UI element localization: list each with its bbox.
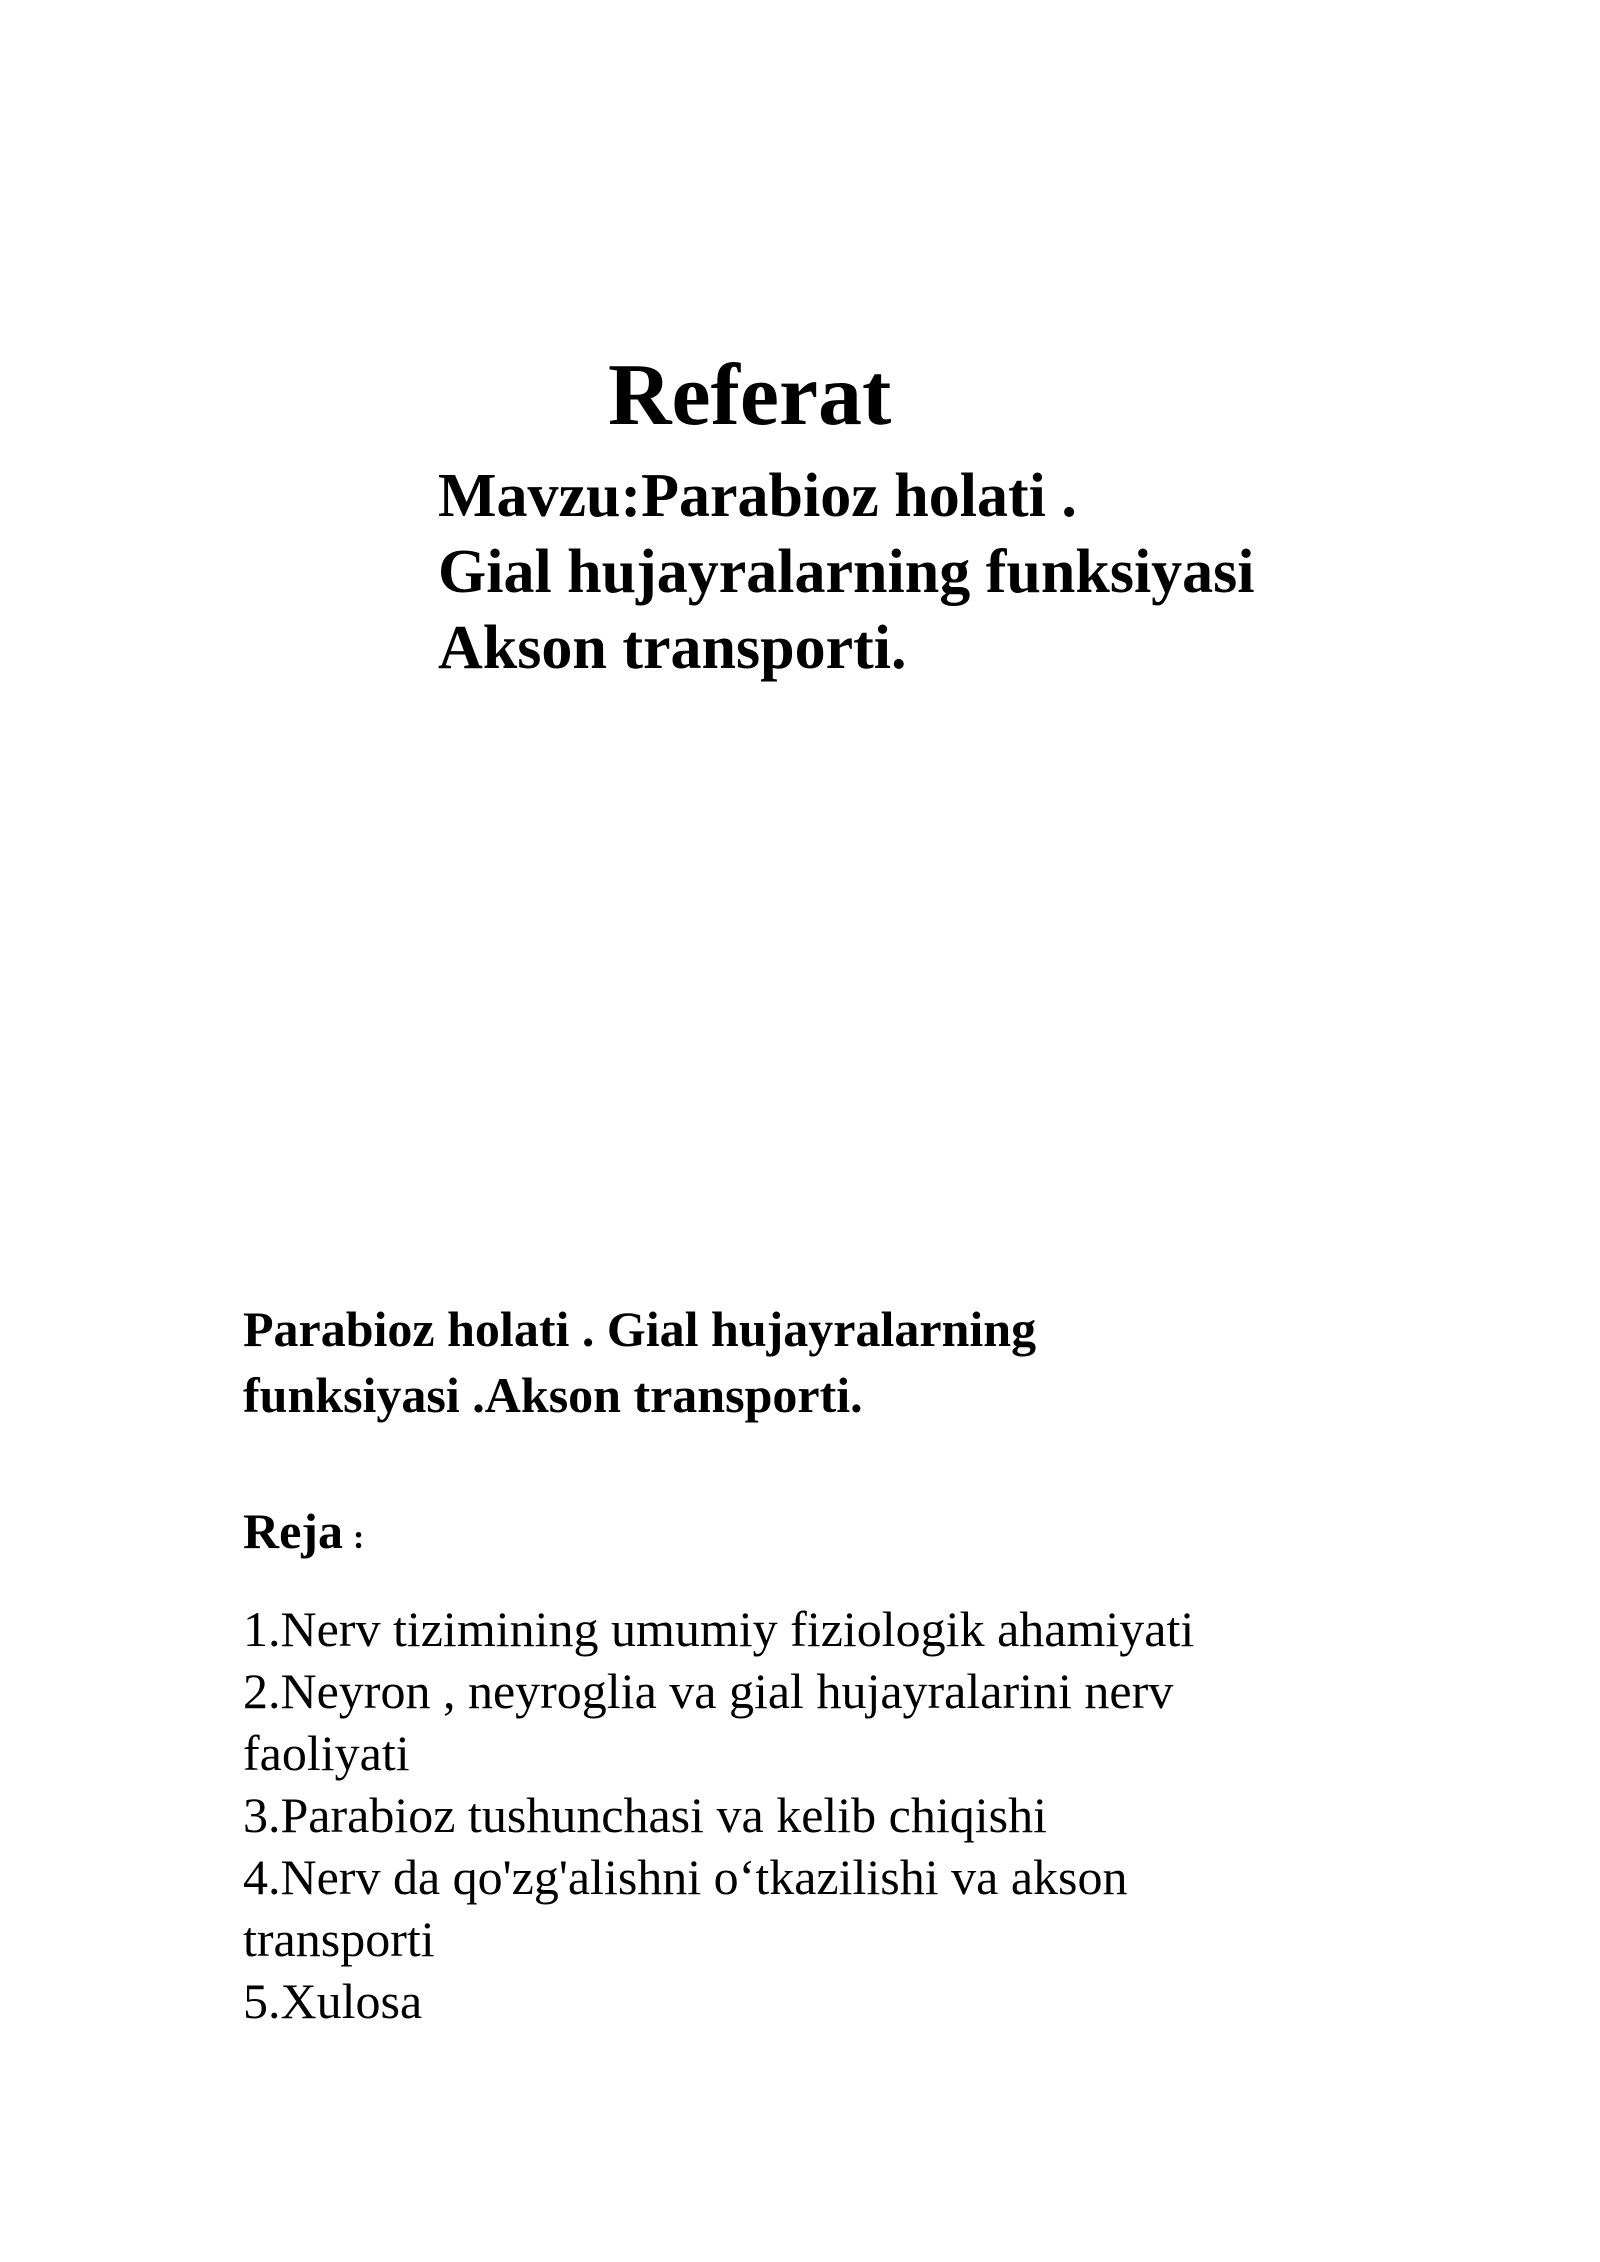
plan-item-line: 1.Nerv tizimining umumiy fiziologik ahamiyati [243, 1601, 1195, 1657]
topic-line: Akson transporti. [438, 614, 907, 682]
plan-item [243, 1784, 1393, 1846]
plan-item [243, 1846, 1393, 1970]
plan-label [243, 1498, 364, 1571]
topic-block [438, 458, 1255, 686]
plan-item-line: transporti [243, 1911, 435, 1967]
plan-item-line: 2.Neyron , neyroglia va gial hujayralarini nerv [243, 1663, 1174, 1719]
section-heading-line: funksiyasi .Akson transporti. [243, 1367, 863, 1423]
section-heading [243, 1296, 1393, 1428]
section-heading-line: Parabioz holati . Gial hujayralarning [243, 1301, 1037, 1357]
topic-line: Gial hujayralarning funksiyasi [438, 538, 1255, 606]
plan-label-colon: : [352, 1519, 365, 1556]
plan-item-line: 3.Parabioz tushunchasi va kelib chiqishi [243, 1787, 1048, 1843]
plan-item-line: faoliyati [243, 1725, 410, 1781]
document-title: Referat [608, 347, 892, 444]
plan-item-line: 5.Xulosa [243, 1973, 423, 2029]
plan-label-text: Reja [243, 1503, 343, 1559]
plan-item [243, 1970, 1393, 2032]
plan-item-line: 4.Nerv da qo'zg'alishni o‘tkazilishi va akson [243, 1849, 1128, 1905]
topic-line: Mavzu:Parabioz holati . [438, 462, 1077, 530]
plan-item [243, 1660, 1393, 1784]
plan-list [243, 1598, 1393, 2032]
plan-item [243, 1598, 1393, 1660]
